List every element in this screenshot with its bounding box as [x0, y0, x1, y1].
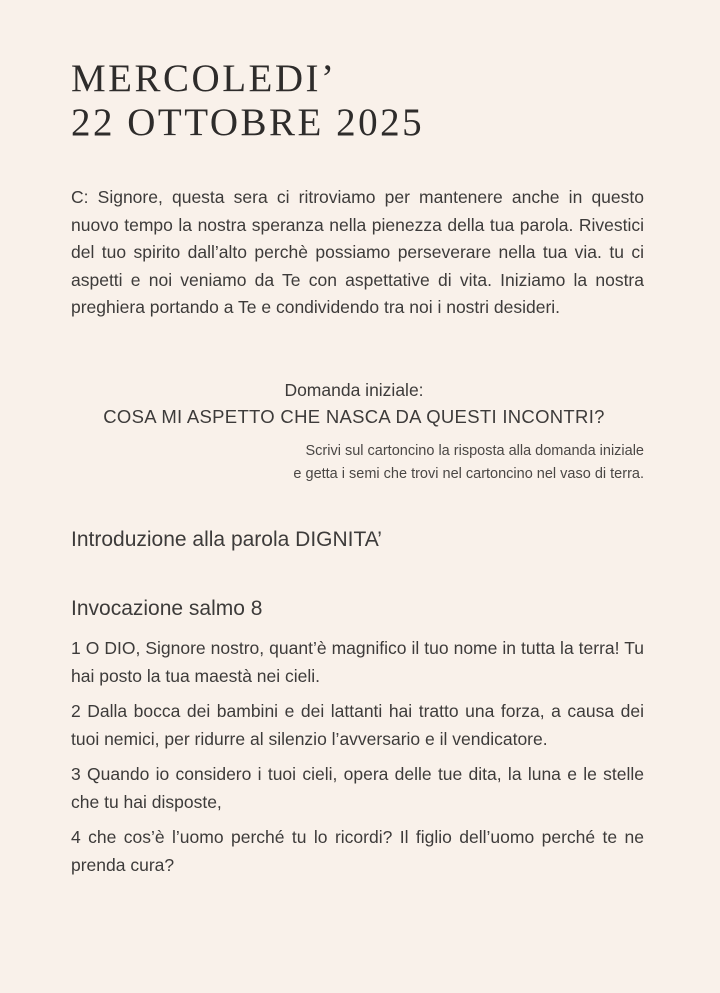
title-day: MERCOLEDI’ [71, 57, 337, 100]
title-date: 22 OTTOBRE 2025 [71, 101, 425, 144]
question-instruction [293, 440, 644, 486]
instruction-line-2: e getta i semi che trovi nel cartoncino nel vaso di terra. [293, 466, 644, 482]
psalm-verse-3: 3 Quando io considero i tuoi cieli, opera delle tue dita, la luna e le stelle che tu hai disposte, [71, 764, 644, 812]
psalm-verses [71, 634, 644, 886]
question-label: Domanda iniziale: [284, 380, 424, 400]
psalm-verse-1: 1 O DIO, Signore nostro, quant’è magnifico il tuo nome in tutta la terra! Tu hai posto la tua maestà nei cieli. [71, 638, 644, 686]
psalm-verse-2: 2 Dalla bocca dei bambini e dei lattanti hai tratto una forza, a causa dei tuoi nemici, per ridurre al silenzio l’avversario e il vendicatore. [71, 701, 644, 749]
psalm-verse-4: 4 che cos’è l’uomo perché tu lo ricordi? Il figlio dell’uomo perché te ne prenda cura? [71, 827, 644, 875]
instruction-line-1: Scrivi sul cartoncino la risposta alla domanda iniziale [305, 443, 644, 459]
question-text: COSA MI ASPETTO CHE NASCA DA QUESTI INCONTRI? [103, 406, 605, 427]
section-heading-psalm: Invocazione salmo 8 [71, 597, 263, 620]
section-heading-introduction: Introduzione alla parola DIGNITA’ [71, 528, 382, 551]
page-title [71, 57, 424, 145]
intro-paragraph: C: Signore, questa sera ci ritroviamo per mantenere anche in questo nuovo tempo la nostra speranza nella pienezza della tua parola. Rivestici del tuo spirito dall’alto perchè possiamo perseverare nella tua via. tu ci aspetti e noi veniamo da Te con aspettative di vita. Iniziamo la nostra preghiera portando a Te e condividendo tra noi i nostri desideri. [71, 187, 644, 317]
